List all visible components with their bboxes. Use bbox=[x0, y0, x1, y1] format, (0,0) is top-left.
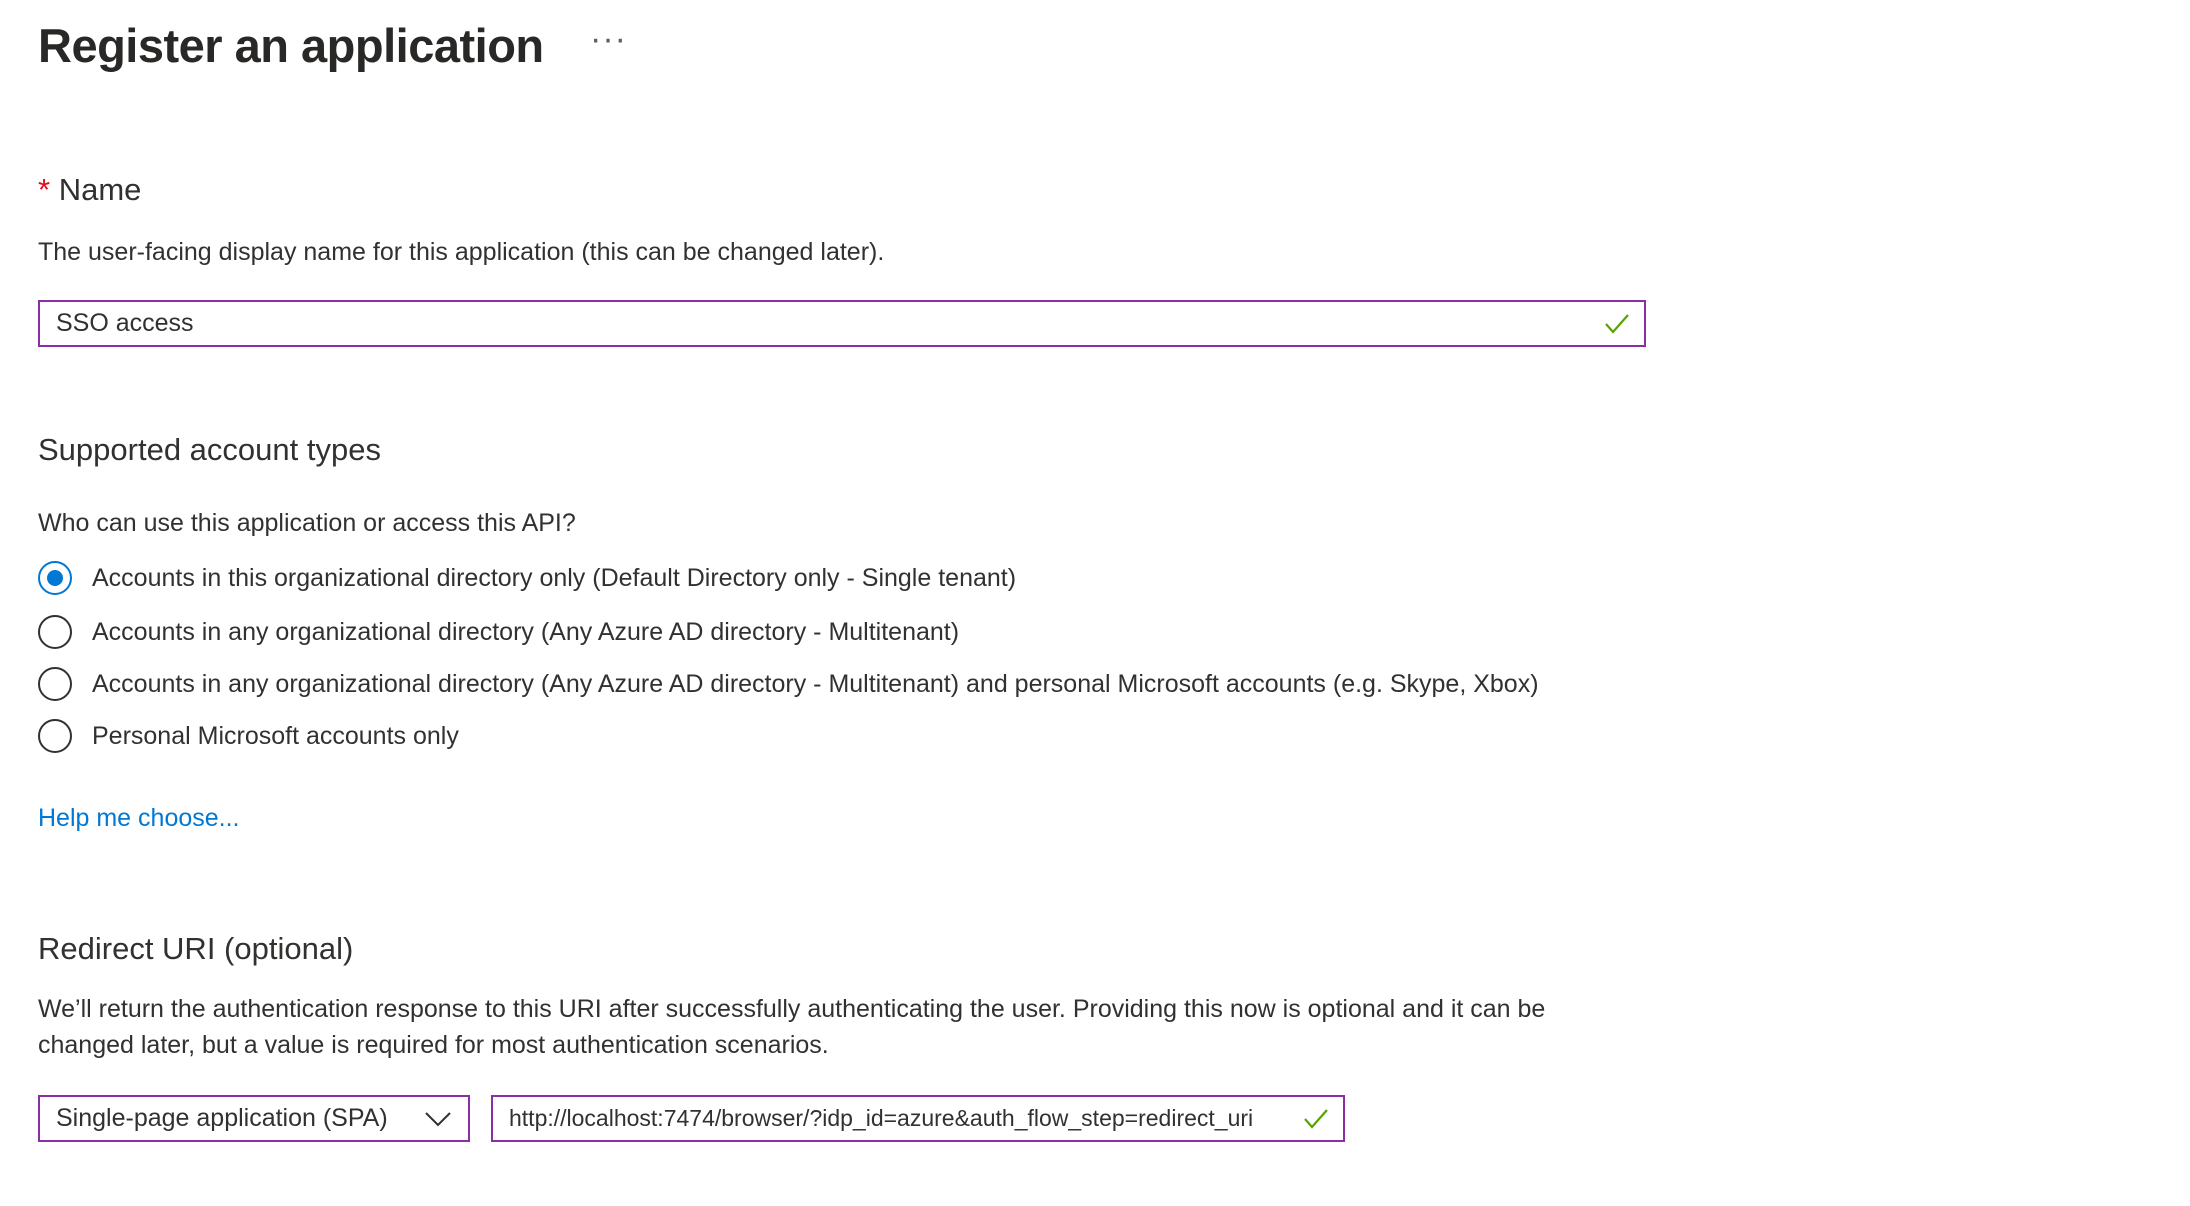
help-me-choose-link[interactable]: Help me choose... bbox=[38, 804, 240, 832]
redirect-description-line1: We’ll return the authentication response to this URI after successfully authenticating the user. Providing this now is optional and it can be bbox=[38, 995, 1546, 1023]
radio-personal-only[interactable] bbox=[38, 719, 459, 753]
name-label-text: Name bbox=[58, 172, 142, 207]
radio-unselected-icon bbox=[38, 615, 72, 649]
valid-check-icon bbox=[1604, 311, 1630, 337]
radio-label: Accounts in any organizational directory (Any Azure AD directory - Multitenant) bbox=[92, 617, 960, 646]
more-options-button[interactable]: ··· bbox=[590, 20, 627, 58]
name-label bbox=[38, 172, 141, 208]
account-types-question: Who can use this application or access this API? bbox=[38, 509, 576, 537]
radio-label: Accounts in any organizational directory (Any Azure AD directory - Multitenant) and personal Microsoft accounts (e.g. Skype, Xbox) bbox=[92, 669, 1539, 698]
chevron-down-icon bbox=[424, 1109, 452, 1129]
page-title: Register an application bbox=[38, 19, 544, 72]
redirect-uri-input[interactable] bbox=[491, 1095, 1345, 1142]
valid-check-icon bbox=[1303, 1106, 1329, 1132]
redirect-uri-value: http://localhost:7474/browser/?idp_id=azure&auth_flow_step=redirect_uri bbox=[509, 1105, 1254, 1131]
redirect-description-line2: changed later, but a value is required for most authentication scenarios. bbox=[38, 1031, 829, 1059]
platform-select-value: Single-page application (SPA) bbox=[56, 1104, 388, 1132]
radio-unselected-icon bbox=[38, 667, 72, 701]
name-description: The user-facing display name for this application (this can be changed later). bbox=[38, 238, 885, 266]
platform-select[interactable] bbox=[38, 1095, 470, 1142]
account-types-heading: Supported account types bbox=[38, 432, 381, 467]
name-input-value: SSO access bbox=[56, 309, 194, 337]
radio-multitenant[interactable] bbox=[38, 615, 959, 649]
radio-unselected-icon bbox=[38, 719, 72, 753]
redirect-heading: Redirect URI (optional) bbox=[38, 931, 354, 966]
required-marker: * bbox=[38, 172, 51, 207]
radio-multitenant-personal[interactable] bbox=[38, 667, 1539, 701]
radio-selected-icon bbox=[38, 561, 72, 595]
radio-label: Accounts in this organizational directory only (Default Directory only - Single tenant) bbox=[92, 563, 1017, 592]
radio-label: Personal Microsoft accounts only bbox=[92, 721, 459, 750]
name-input[interactable] bbox=[38, 300, 1646, 347]
radio-single-tenant[interactable] bbox=[38, 561, 1016, 595]
